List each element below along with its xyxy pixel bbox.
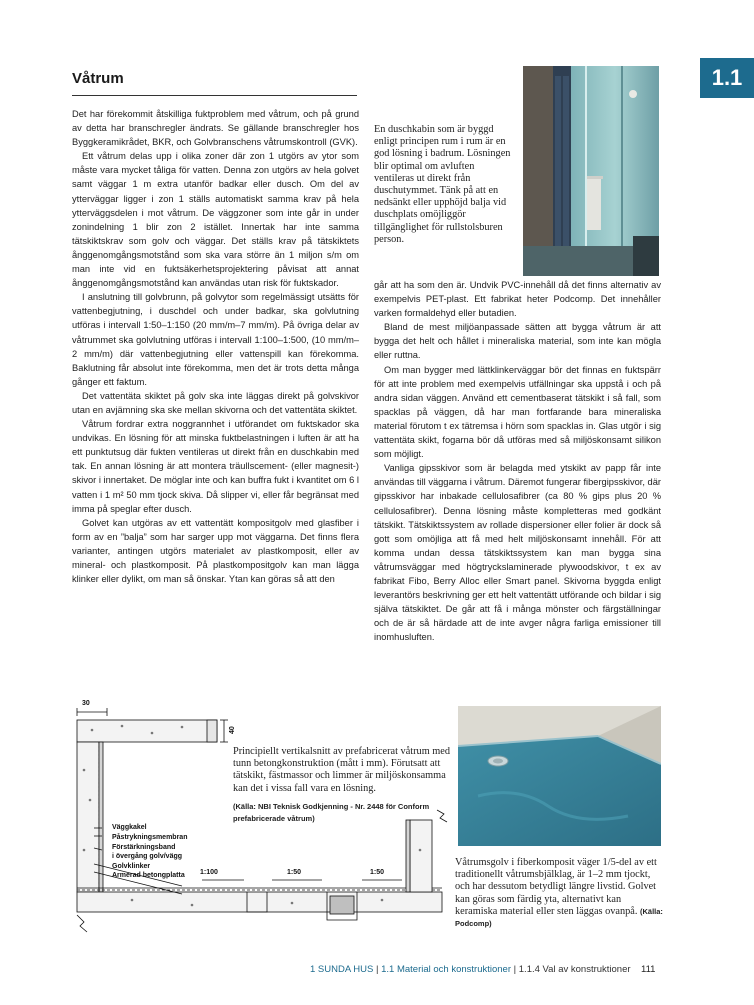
paragraph: Bland de mest miljöanpassade sätten att bygga våtrum är att bygga det helt och hållet i mineraliska material, som inte kan mögla eller ruttna. <box>374 322 661 361</box>
paragraph: Det vattentäta skiktet på golv ska inte läggas direkt på golvskivor utan en avjämning ska ske mellan skivorna och det vattentäta skiktet. <box>72 390 359 415</box>
paragraph: Golvet kan utgöras av ett vattentätt kompositgolv med glasfiber i form av en ”balja” som har sarger upp mot väggarna. Det finns flera varianter, antingen utgörs materialet av plastkomposit, eller av mineral- och plastkomposit. På plastkompositgolv kan man lägga klinker eller dylikt, om man så önskar. Ytan kan göras så att den <box>72 517 359 585</box>
footer-section: 1.1 Material och konstruktioner <box>381 964 512 975</box>
page-footer <box>310 964 631 975</box>
chapter-tab: 1.1 <box>700 58 754 98</box>
diagram-caption-text: Principiellt vertikalsnitt av prefabricerat våtrum med tunn betongkonstruktion (mått i mm). Förutsatt att tätskikt, fästmassor och limmer är miljöskonsamma kan det i vissa fall vara en lösning. <box>233 746 451 794</box>
dimension-side: 40 <box>228 726 236 734</box>
footer-separator: | <box>376 964 379 975</box>
footer-part: 1 SUNDA HUS <box>310 964 374 975</box>
paragraph: Om man bygger med lättklinkerväggar bör det finnas en fuktspärr för att inte problem med exempelvis utfällningar ska uppstå i och på andra sidan väggen. Använd ett cementbaserat tätskikt i så fall, som spacklas på väggen, då har man fortfarande bara mineraliska material förutom t ex tätremsa i hörn som spacklas in. Glas utgör i sig vattentäta skikt, fogarna bör då utföras med så miljöskonsamt silikon som möjligt. <box>374 364 661 460</box>
paragraph: går att ha som den är. Undvik PVC-innehåll då det finns alternativ av exempelvis PET-plast. Ett fabrikat heter Podcomp. Det innehåller varken formaldehyd eller butadien. <box>374 280 661 319</box>
body-column-left <box>72 107 359 586</box>
title-divider <box>72 95 357 96</box>
slope-label: 1:50 <box>287 869 302 876</box>
paragraph: Våtrum fordrar extra noggrannhet i utförandet om fuktskador ska undvikas. En lösning för att minska fuktbelastningen i luften är att ha ett punktutsug där fukten ventileras ut direkt från en duschkabin med tak. En annan lösning är att montera träullscement- (eller magnesit-) skivor i innertaket. De möglar inte och kan buffra fukt i kvantitet om 6 l vatten i 1 m² 50 mm tjock skiva. Då slipper vi, eller får begränsat med imma på speglar efter dusch. <box>72 419 359 514</box>
diagram-label: i övergång golv/vägg <box>112 853 183 860</box>
floor-caption-text: Våtrumsgolv i fiberkomposit väger 1/5-del av ett traditionellt våtrumsbjälklag, är 1–2 mm tjockt, och har dessutom betydligt längre livstid. Golvet kan göras som färdig yta, alternativt kan keramiska material eller sten läggas ovanpå. <box>455 857 657 917</box>
shower-photo-caption: En duschkabin som är byggd enligt principen rum i rum är en god lösning i badrum. Lösningen blir optimal om avluften ventileras ut direkt från duschutymmet. Tänk på att en nedsänkt eller upphöjd balja vid duschplats omöjliggör tillgänglighet för rullstolsburen person. <box>374 124 511 245</box>
paragraph: I anslutning till golvbrunn, på golvytor som regelmässigt utsätts för vattenbegjutning, i duschdel och under badkar, ska golvlutning utföras i intervall 1:50–1:150 (20 mm/m–7 mm/m). På övriga delar av våtrummet ska golvlutning utföras i intervall 1:100–1:500, (10 mm/m–2 mm/m) där vattenbegjutning eller vattenspill kan förekomma. Baklutning får absolut inte förekomma, men det är trots detta många gånger ett faktum. <box>72 292 359 387</box>
body-column-right <box>374 278 661 644</box>
page-number: 111 <box>641 964 656 975</box>
footer-separator: | <box>513 964 517 975</box>
floor-caption-source: (Källa: Podcomp) <box>455 906 663 929</box>
diagram-label: Armerad betongplatta <box>112 872 185 879</box>
footer-subsection: 1.1.4 Val av konstruktioner <box>518 964 631 975</box>
diagram-label: Väggkakel <box>112 824 147 831</box>
dimension-top: 30 <box>82 700 90 707</box>
diagram-caption <box>233 746 455 825</box>
diagram-label: Påstrykningsmembran <box>112 834 188 841</box>
section-title: Våtrum <box>72 70 124 87</box>
diagram-label: Förstärkningsband <box>112 844 176 851</box>
diagram-label: Golvklinker <box>112 863 151 870</box>
paragraph: Det har förekommit åtskilliga fuktproblem med våtrum, och på grund av detta har branschregler ändrats. Se gällande branschregler hos Byggkeramikrådet, BKR, och Golvbranschens våtrumskontroll (GVK). <box>72 109 359 148</box>
composite-floor-illustration <box>458 706 661 846</box>
slope-label: 1:100 <box>200 869 218 876</box>
shower-cabin-photo <box>523 66 659 276</box>
floor-photo-caption <box>455 857 665 930</box>
paragraph: Ett våtrum delas upp i olika zoner där zon 1 utgörs av ytor som måste vara mycket tåliga för vatten. Denna zon utgörs av hela golvet samt väggar 1 m extra utanför badkar eller dusch. Om del av ytterväggar ligger i zon 1 ställs automatiskt samma krav på hela ytterväggsdelen i mot våtrum. De väggzoner som inte går in under zonindelning 1 blir zon 2 istället. Innertak har inte samma tätskiktskrav som golv och väggar. Det ställs krav på tätskiktets ånggenomgångsmotstånd som ska vara större än 1 miljon s/m om man inte vid en fuktsäkerhetsprojektering påvisat att annat ånggenomgångsmotstånd kan användas utan risk för fuktskador. <box>72 151 359 289</box>
composite-floor-photo <box>458 706 661 846</box>
slope-label: 1:50 <box>370 869 385 876</box>
paragraph: Vanliga gipsskivor som är belagda med ytskikt av papp får inte användas till väggarna i våtrum. Däremot fungerar fibergipsskivor, där gipsskivor har inbakade cellulosafibrer (ca 80 % gips plus 20 % cellulosafibrer). Denna lösning måste kompletteras med godkänt tätskikt. Tätskiktssystem av rollade dispersioner eller folier är dock så gott som omöjliga att få med helt miljöskonsamt innehåll. För att komma undan dessa tätskiktssystem kan man bygga sina våtrumsväggar med högtryckslaminerade plywoodskivor, t ex av fabrikat Fibo, Berry Alloc eller Smart panel. Skivorna byggda enligt leverantörs beskrivning ger ett helt vattentätt utförande och bildar i sig själva tätskiktet. De går att få i många mönster och färgställningar och de är så härdade att de inte avger några farliga emissioner till inomhusluften. <box>374 463 661 643</box>
shower-cabin-illustration <box>523 66 659 276</box>
diagram-caption-source: (Källa: NBI Teknisk Godkjenning - Nr. 2448 för Conform prefabricerade våtrum) <box>233 801 430 824</box>
